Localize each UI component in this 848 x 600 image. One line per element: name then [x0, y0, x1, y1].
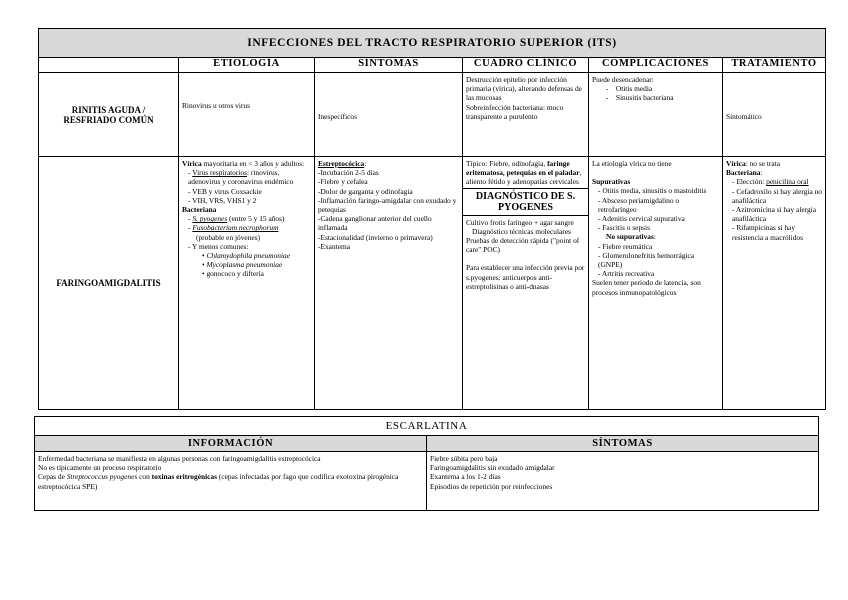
col-cuadro: CUADRO CLÍNICO	[463, 58, 589, 73]
faringo-cuadro: Típico: Fiebre, odinofagia, faringe eritematosa, petequias en el paladar, aliento fétido y adenopatías cervicales DIAGNÓSTICO DE S. PYOGENES Cultivo frotis faríngeo + agar sangre Diagnóstico técnicas moleculares Pruebas de detección rápida ("point of care" POC) Para establecer una infección previa por s.pyogenes: anticuerpos anti-estreptolisinas o anti-dnasas	[463, 157, 589, 410]
comp-item: - Sinusitis bacteriana	[606, 93, 674, 103]
header-empty	[39, 58, 179, 73]
faringo-etiologia: Vírica mayoritaria en < 3 años y adultos: - Virus respiratorios: rinovirus, adenovirus y coronavirus endémico - VEB y virus Coxsackie - VIH, VRS, VHS1 y 2 Bacteriana - S. pyogenes (entre 5 y 15 años) - Fusobacterium necrophorum (probable en jóvenes) - Y menos comunes: • Chlamydophila pneumoniae • Mycoplasma pneumoniae • gonococo y difteria	[179, 157, 315, 410]
escarlatina-title: ESCARLATINA	[35, 417, 819, 436]
comp-item: - Otitis media	[606, 84, 653, 94]
escarlatina-table	[34, 416, 819, 511]
faringo-tratamiento: Vírica: no se trata Bacteriana: - Elección: penicilina oral - Cefadroxilo si hay alergia no anafiláctica - Azitromicina si hay alergia anafiláctica - Rifampicinas si hay resistencia a macrólidos	[723, 157, 826, 410]
rinitis-etiologia: Rinovirus u otros virus	[179, 73, 315, 157]
escarlatina-info-head: INFORMACIÓN	[35, 436, 427, 452]
rinitis-label: RINITIS AGUDA / RESFRIADO COMÚN	[39, 73, 179, 157]
rinitis-cuadro: Destrucción epitelio por infección primaria (vírica), alterando defensas de las mucosas Sobreinfección bacteriana: moco transparente a purulento	[463, 73, 589, 157]
col-etiologia: ETIOLOGÍA	[179, 58, 315, 73]
col-tratamiento: TRATAMIENTO	[723, 58, 826, 73]
rinitis-sintomas: Inespecíficos	[315, 73, 463, 157]
faringo-sintomas: Estreptocócica: -Incubación 2-5 días -Fiebre y cefalea -Dolor de garganta y odinofagia -Inflamación faringo-amigdalar con exudado y petequias -Cadena ganglionar anterior del cuello inflamada -Estacionalidad (invierno o primavera) -Exantema	[315, 157, 463, 410]
escarlatina-info: Enfermedad bacteriana se manifiesta en algunas personas con faringoamigdalitis estreptocócica No es típicamente un proceso respiratorio Cepas de Streptococcus pyogenes con toxinas eritrogénicas (cepas infectadas por fago que codifica exotoxina pirogénica estreptocócica SPE)	[35, 452, 427, 511]
diagnostico-title: DIAGNÓSTICO DE S. PYOGENES	[463, 188, 588, 216]
faringo-label: FARINGOAMIGDALITIS	[39, 157, 179, 410]
row-rinitis	[39, 73, 826, 157]
escarlatina-sintomas: Fiebre súbita pero baja Faringoamigdalitis sin exudado amigdalar Exantema a los 1-2 días Episodios de repetición por reinfecciones	[427, 452, 819, 511]
col-complicaciones: COMPLICACIONES	[589, 58, 723, 73]
rinitis-tratamiento: Sintomático	[723, 73, 826, 157]
row-faringo	[39, 157, 826, 410]
escarlatina-sint-head: SÍNTOMAS	[427, 436, 819, 452]
rinitis-complicaciones: Puede desencadenar: - Otitis media - Sinusitis bacteriana	[589, 73, 723, 157]
main-title: INFECCIONES DEL TRACTO RESPIRATORIO SUPERIOR (ITS)	[39, 29, 826, 58]
faringo-complicaciones: La etiología vírica no tiene Supurativas - Otitis media, sinusitis o mastoiditis - Absceso periamigdalino o retrofaríngeo - Adenitis cervical supurativa - Fascitis o sepsis No supurativas: - Fiebre reumática - Glomerulonefritis hemorrágica (GNPE) - Artritis recreativa Suelen tener periodo de latencia, son procesos inmunopatológicos	[589, 157, 723, 410]
its-table	[38, 28, 826, 410]
col-sintomas: SÍNTOMAS	[315, 58, 463, 73]
